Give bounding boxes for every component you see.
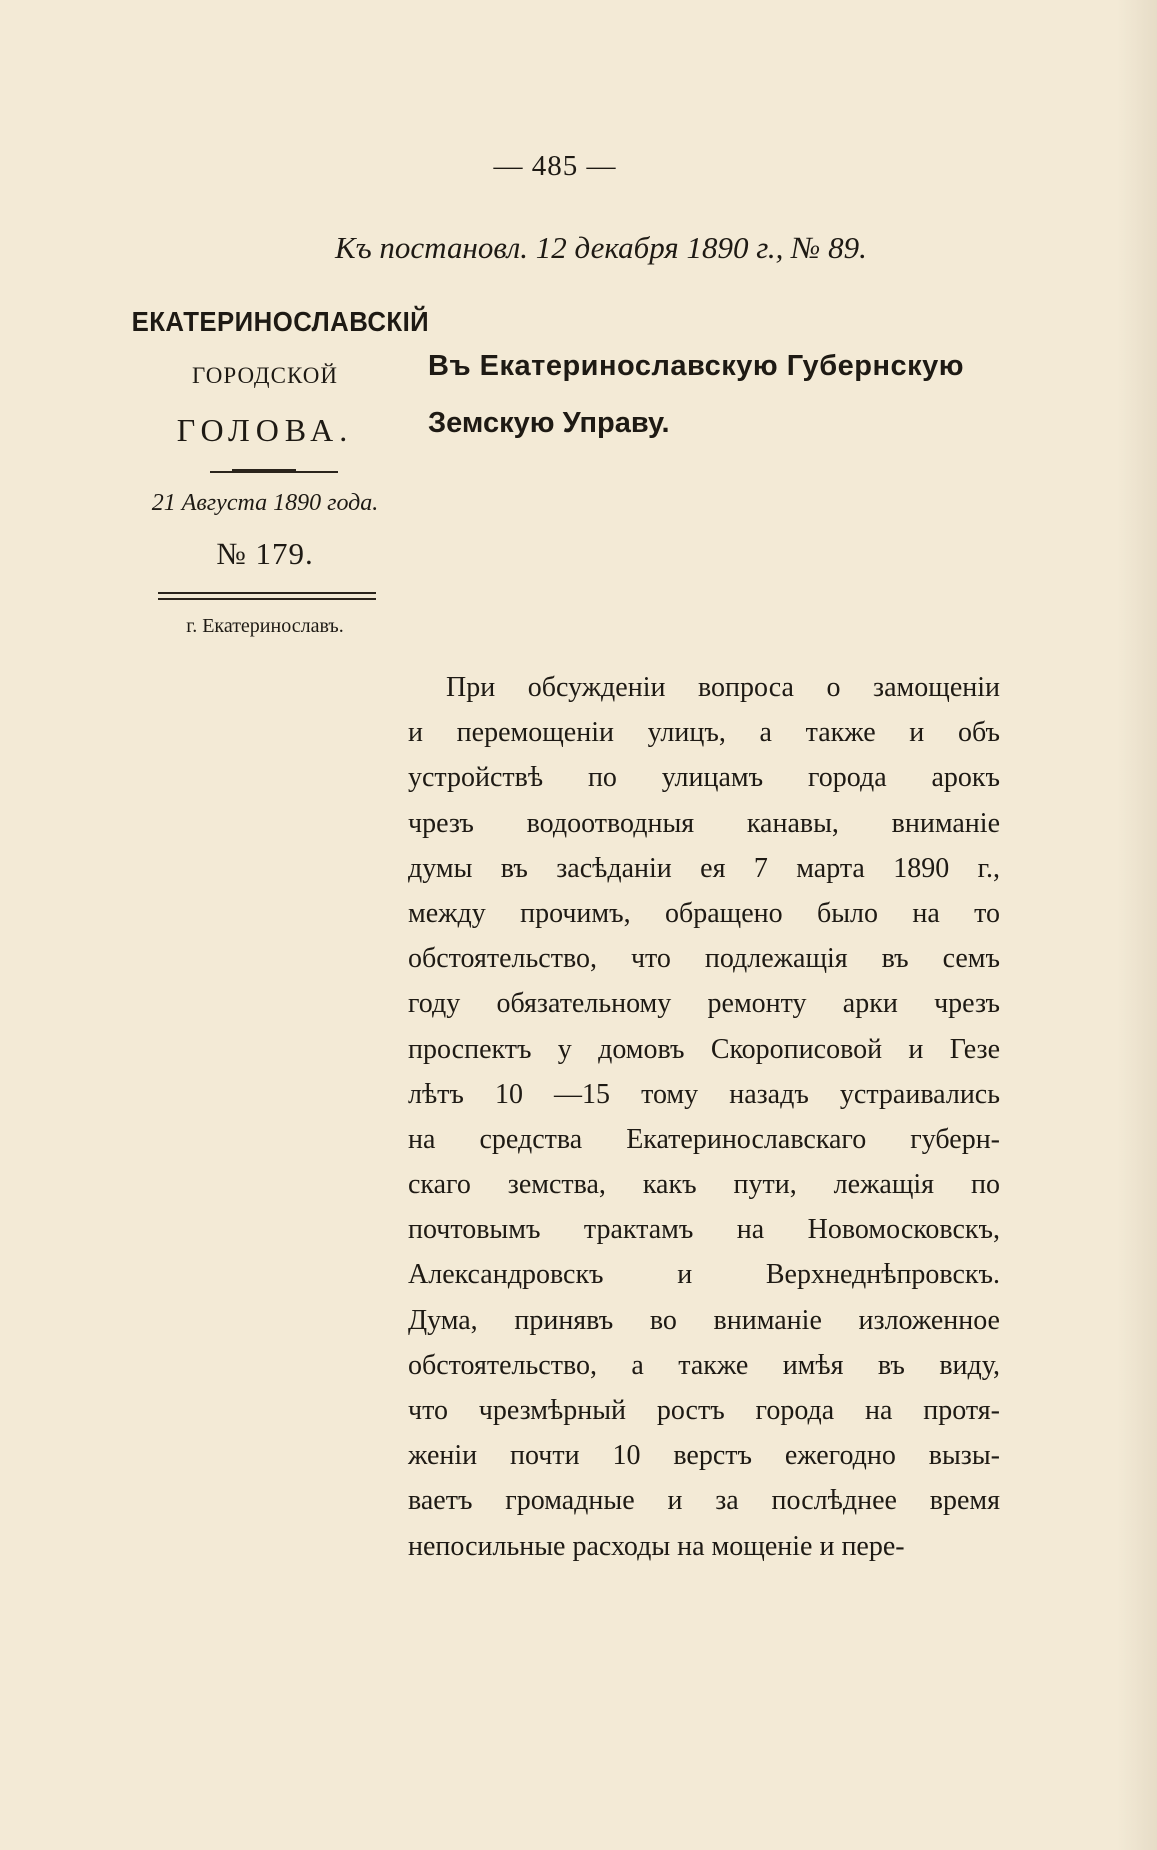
body-line: между прочимъ, обращено было на то	[408, 897, 1000, 929]
body-line: скаго земства, какъ пути, лежащія по	[408, 1169, 1000, 1201]
issue-place: г. Екатеринославъ.	[186, 615, 344, 637]
double-rule-bottom	[158, 598, 376, 600]
resolution-reference: Къ постановл. 12 декабря 1890 г., № 89.	[335, 230, 867, 265]
page-edge-shadow	[1117, 0, 1157, 1850]
issue-number: № 179.	[216, 536, 314, 571]
body-line: думы въ засѣданіи ея 7 марта 1890 г.,	[408, 852, 1000, 884]
body-line: проспектъ у домовъ Скорописовой и Гезе	[408, 1033, 1000, 1065]
body-line: Александровскъ и Верхнеднѣпровскъ.	[408, 1259, 1000, 1291]
double-rule-top	[158, 592, 376, 594]
addressee-line-2: Земскую Управу.	[428, 407, 670, 439]
body-line: году обязательному ремонту арки чрезъ	[408, 988, 1000, 1020]
body-line: почтовымъ трактамъ на Новомосковскъ,	[408, 1214, 1000, 1246]
body-line: женіи почти 10 верстъ ежегодно вызы-	[408, 1440, 1000, 1472]
issuer-city: ЕКАТЕРИНОСЛАВСКІЙ	[131, 306, 430, 337]
letter-body	[408, 665, 1000, 1569]
body-line: ваетъ громадные и за послѣднее время	[408, 1485, 1000, 1517]
issuer-title: ГОЛОВА.	[176, 412, 354, 448]
body-line: лѣтъ 10 —15 тому назадъ устраивались	[408, 1078, 1000, 1110]
body-line: При обсужденіи вопроса о замощеніи	[446, 672, 1000, 703]
divider-rule-accent	[232, 469, 296, 473]
body-line: Дума, принявъ во вниманіе изложенное	[408, 1304, 1000, 1336]
body-line: что чрезмѣрный ростъ города на протя-	[408, 1395, 1000, 1426]
issuer-office: ГОРОДСКОЙ	[192, 363, 338, 388]
body-line: на средства Екатеринославскаго губерн-	[408, 1123, 1000, 1155]
issue-date: 21 Августа 1890 года.	[151, 490, 379, 516]
addressee-line-1: Въ Екатеринославскую Губернскую	[428, 350, 964, 382]
body-line: обстоятельство, а также имѣя въ виду,	[408, 1349, 1000, 1381]
body-line: обстоятельство, что подлежащія въ семъ	[408, 943, 1000, 975]
body-line: устройствѣ по улицамъ города арокъ	[408, 762, 1000, 794]
body-line: непосильные расходы на мощеніе и пере-	[408, 1530, 905, 1562]
body-line: и перемощеніи улицъ, а также и объ	[408, 717, 1000, 749]
body-line: чрезъ водоотводныя канавы, вниманіе	[408, 807, 1000, 839]
page-number: — 485 —	[493, 150, 617, 182]
